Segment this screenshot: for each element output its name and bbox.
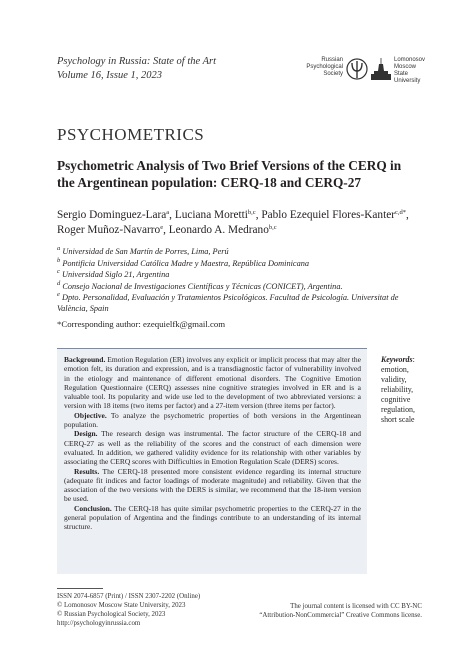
author-list [57,208,422,238]
keywords-label: Keywords [381,355,413,364]
affiliation: $^b$ Pontificia Universidad Católica Madre y Maestra, República Dominicana [57,256,310,268]
affiliation: $^e$ Dpto. Personalidad, Evaluación y Tratamientos Psicológicos. Facultad de Psicología. Universitat de València, Spain [57,291,399,313]
author: Pablo Ezequiel Flores-Kanter$^{c,d*}$, [261,209,409,221]
keyword: validity, [381,375,407,384]
footer-license: The journal content is licensed with CC BY-NC “Attribution-NonCommercial” Creative Commons license. [259,603,422,619]
keyword: regulation, [381,405,415,414]
msu-building-logo-icon [371,58,391,82]
section-heading: PSYCHOMETRICS [57,125,205,144]
rps-psi-logo-icon [346,56,368,82]
abstract-objective: Objective. To analyze the psychometric properties of both versions in the Argentinean population. [64,410,361,430]
journal-name: Psychology in Russia: State of the Art [57,56,217,67]
author: Luciana Moretti$^{b,c}$, [174,209,262,221]
corresponding-email-link[interactable]: ezequielfk@gmail.com [143,319,226,329]
journal-url-link[interactable]: http://psychologyinrussia.com [57,620,141,627]
article-title: Psychometric Analysis of Two Brief Versions of the CERQ in the Argentinean population: CERQ-18 and CERQ-27 [57,158,402,190]
publisher-logos [291,52,429,94]
footer-copyright: ISSN 2074-6857 (Print) / ISSN 2307-2202 (Online) © Lomonosov Moscow State University, 2023 © Russian Psychological Society, 2023 http://psychologyinrussia.com [57,593,201,627]
author: Leonardo A. Medrano$^{b,c}$ [168,224,277,236]
journal-volume: Volume 16, Issue 1, 2023 [57,70,162,81]
footer-rule [57,588,103,589]
abstract-design: Design. The research design was instrumental. The factor structure of the CERQ-18 and CERQ-27 as well as the reliability of the scores and the construct of each dimension were evaluated. In addition, we gathered validity evidence for its relationship with other variables by associating the CERQ scores with Difficulties in Emotion Regulation Scale (DERS) scores. [64,429,361,467]
keyword: reliability, [381,385,414,394]
abstract-conclusion: Conclusion. The CERQ-18 has quite similar psychometric properties to the CERQ-27 in the general population of Argentina and the findings contribute to an understanding of its internal structure. [64,503,361,532]
affiliation: $^c$ Universidad Siglo 21, Argentina [57,268,170,279]
affiliation: $^a$ Universidad de San Martín de Porres, Lima, Perú [57,245,229,256]
keyword: emotion, [381,365,409,374]
affiliation: $^d$ Consejo Nacional de Investigaciones Científicas y Técnicas (CONICET), Argentina. [57,279,343,291]
author: Roger Muñoz-Navarro$^e$, [57,224,169,236]
keywords: Keywords: emotion, validity, reliability, cognitive regulation, short scale [381,355,441,425]
journal-info [57,55,216,83]
abstract-box [57,348,367,574]
keyword: short scale [381,415,415,424]
abstract-results: Results. The CERQ-18 presented more consistent evidence regarding its internal structure (adequate fit indices and factor loadings of moderate magnitude) and reliability. Given that the association of the two versions with the DERS is similar, we recommend that the 18-item version be used. [64,466,361,504]
rps-logo-text: Russian Psychological Society [306,57,343,77]
keyword: cognitive [381,395,411,404]
affiliation-list [57,246,427,315]
msu-logo-text: Lomonosov Moscow State University [394,57,426,84]
abstract-background: Background. Emotion Regulation (ER) involves any explicit or implicit process that may alter the emotion felt, its duration and expression, and is a transdiagnostic factor of vulnerability involved in the etiology and maintenance of different emotional disorders. The Cognitive Emotion Regulation Questionnaire (CERQ) assesses nine cognitive strategies involved in ER and is a valuable tool. Its popularity and wide use led to the development of two abbreviated versions: a version with 18 items (two items per factor) and a 27-item version (three items per factor). [64,355,361,411]
author: Sergio Dominguez-Lara$^a$, [57,209,175,221]
corresponding-author: *Corresponding author: ezequielfk@gmail.com [57,319,226,329]
